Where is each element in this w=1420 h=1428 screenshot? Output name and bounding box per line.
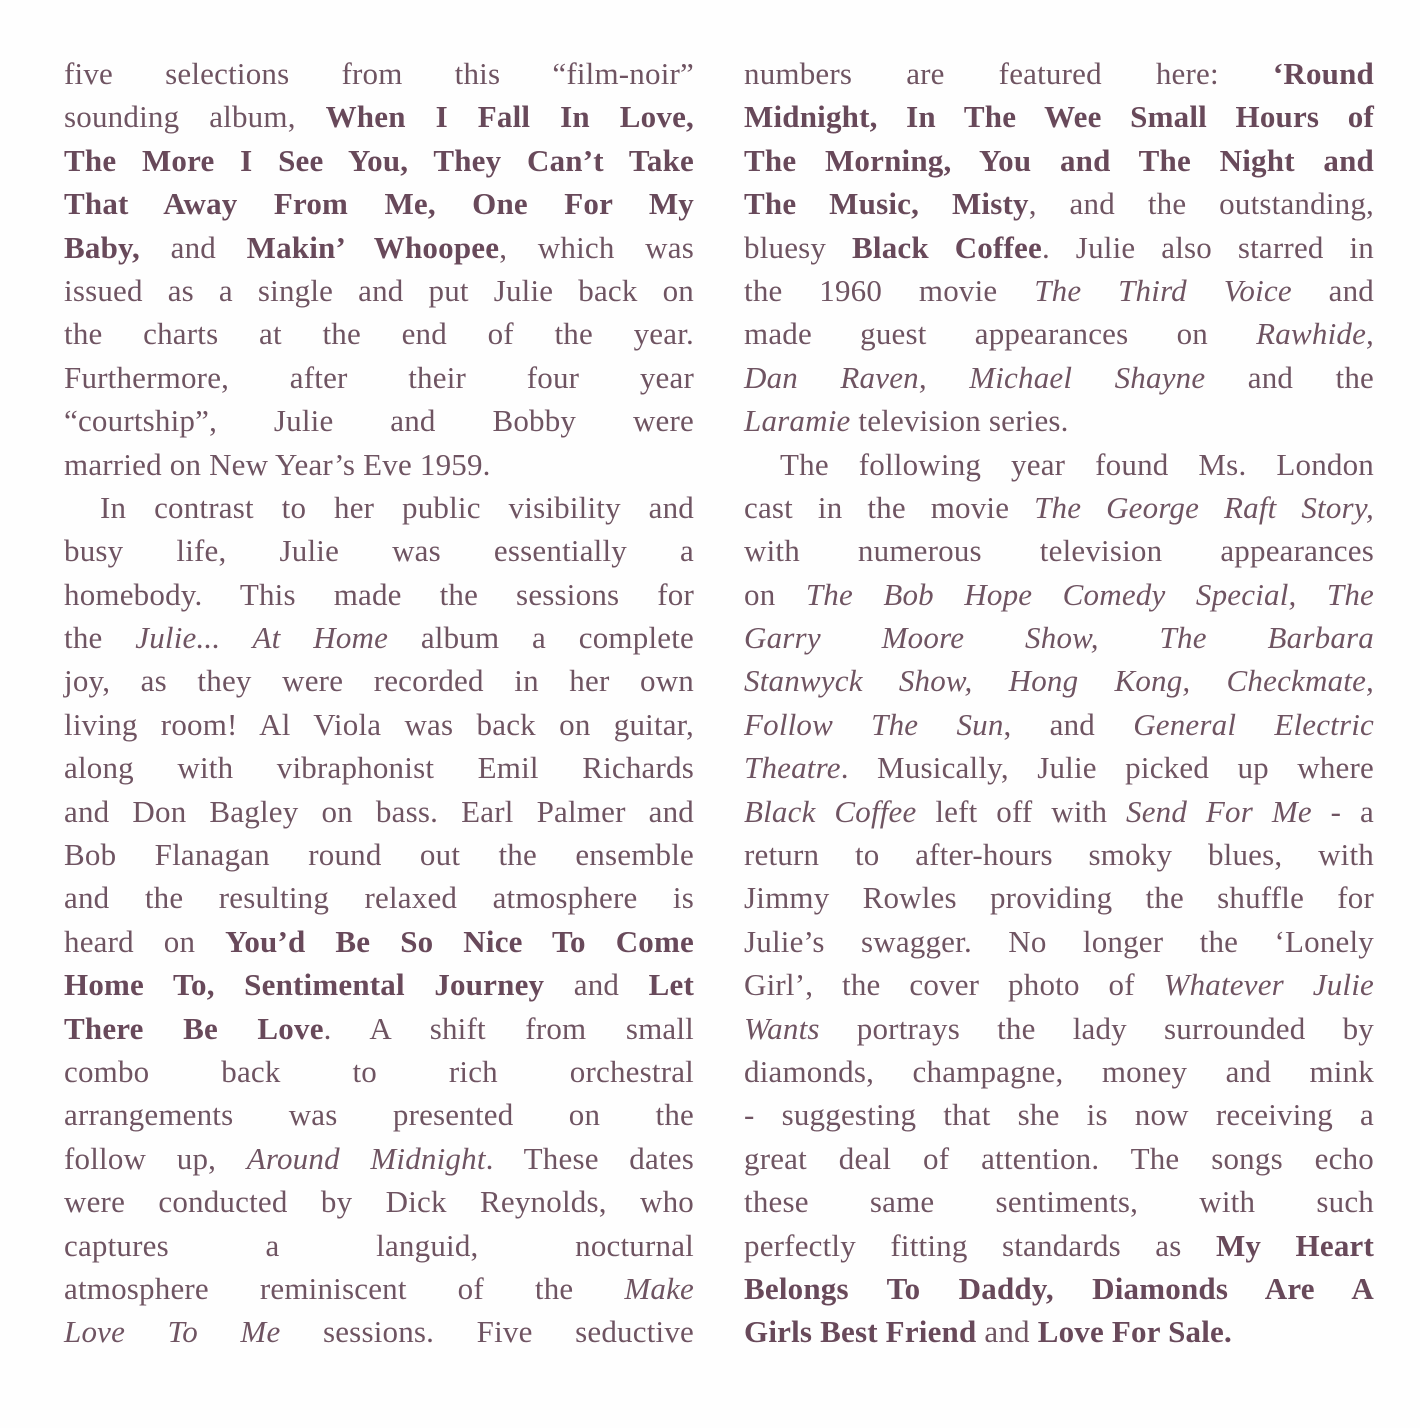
body-text: the 1960 movie — [744, 272, 1035, 308]
work-title: Laramie — [744, 403, 851, 439]
song-title: The Morning, You and The Night and — [744, 142, 1374, 178]
text-line — [744, 659, 1374, 702]
text-line — [64, 443, 694, 486]
work-title: Whatever Julie — [1163, 967, 1374, 1003]
song-title: The Music, Misty — [744, 186, 1029, 222]
text-line — [64, 963, 694, 1006]
text-line — [64, 52, 694, 95]
song-title: When I Fall In Love, — [325, 99, 694, 135]
text-line — [744, 486, 1374, 529]
body-text: arrangements was presented on the — [64, 1097, 694, 1133]
body-text: busy life, Julie was essentially a — [64, 533, 694, 569]
body-text: , which was — [499, 229, 694, 265]
song-title: Belongs To Daddy, Diamonds Are A — [744, 1270, 1374, 1306]
text-line — [744, 226, 1374, 269]
body-text: along with vibraphonist Emil Richards — [64, 750, 694, 786]
work-title: Wants — [744, 1010, 820, 1046]
work-title: Send For Me - — [1126, 793, 1342, 829]
work-title: Julie... At Home — [135, 620, 389, 656]
text-line — [744, 312, 1374, 355]
text-line — [744, 876, 1374, 919]
text-line — [744, 269, 1374, 312]
body-text: issued as a single and put Julie back on — [64, 272, 694, 308]
body-text: were conducted by Dick Reynolds, who — [64, 1184, 694, 1220]
text-line — [744, 616, 1374, 659]
text-line — [64, 1180, 694, 1223]
work-title: Stanwyck Show, Hong Kong, Checkmate, — [744, 663, 1374, 699]
text-line — [64, 1050, 694, 1093]
body-text: sessions. Five seductive — [280, 1314, 694, 1350]
text-line — [64, 703, 694, 746]
text-line — [744, 356, 1374, 399]
text-line — [744, 95, 1374, 138]
text-line — [64, 920, 694, 963]
text-line — [64, 399, 694, 442]
text-line — [64, 573, 694, 616]
text-line — [744, 573, 1374, 616]
body-text: and — [976, 1314, 1038, 1350]
body-text: - suggesting that she is now receiving a — [744, 1097, 1374, 1133]
body-text: Girl’, the cover photo of — [744, 967, 1164, 1003]
body-text: joy, as they were recorded in her own — [64, 663, 694, 699]
text-line — [744, 703, 1374, 746]
body-text: perfectly fitting standards as — [744, 1227, 1216, 1263]
text-line — [744, 1180, 1374, 1223]
body-text: numbers are featured here: — [744, 56, 1273, 91]
song-title: ‘Round — [1272, 56, 1374, 91]
body-text: and the — [1205, 359, 1374, 395]
body-text: television series. — [850, 403, 1069, 439]
body-text: cast in the movie — [744, 489, 1035, 525]
body-text: left off with — [916, 793, 1127, 829]
body-text: five selections from this “film-noir” — [64, 56, 694, 91]
text-line — [64, 182, 694, 225]
text-line — [64, 876, 694, 919]
text-line — [64, 1224, 694, 1267]
body-text: Jimmy Rowles providing the shuffle for — [744, 880, 1374, 916]
text-line — [64, 659, 694, 702]
text-line — [744, 529, 1374, 572]
body-text: and — [1291, 272, 1374, 308]
text-line — [64, 226, 694, 269]
text-line — [64, 356, 694, 399]
text-line — [64, 529, 694, 572]
song-title: Girls Best Friend — [744, 1314, 977, 1350]
work-title: Love To Me — [64, 1314, 281, 1350]
song-title: Home To, Sentimental Journey — [64, 967, 545, 1003]
body-text: In contrast to her public visibility and — [100, 489, 694, 525]
work-title: The Bob Hope Comedy Special, The — [805, 576, 1374, 612]
song-title: My Heart — [1215, 1227, 1374, 1263]
body-text: great deal of attention. The songs echo — [744, 1140, 1374, 1176]
body-text: Julie’s swagger. No longer the ‘Lonely — [744, 923, 1374, 959]
left-column — [64, 52, 694, 1354]
song-title: Black Coffee — [852, 229, 1042, 265]
text-line — [744, 746, 1374, 789]
body-text: combo back to rich orchestral — [64, 1053, 694, 1089]
body-text: . These dates — [485, 1140, 694, 1176]
text-line — [64, 139, 694, 182]
text-line — [64, 1137, 694, 1180]
body-text: sounding album, — [64, 99, 326, 135]
body-text: heard on — [64, 923, 226, 959]
body-text: . A shift from small — [323, 1010, 694, 1046]
text-line — [64, 486, 694, 529]
text-line — [744, 963, 1374, 1006]
body-text: and the resulting relaxed atmosphere is — [64, 880, 694, 916]
text-line — [744, 52, 1374, 95]
text-line — [744, 399, 1374, 442]
body-text: bluesy — [744, 229, 853, 265]
song-title: Midnight, In The Wee Small Hours of — [744, 99, 1374, 135]
song-title: You’d Be So Nice To Come — [225, 923, 694, 959]
song-title: There Be Love — [64, 1010, 324, 1046]
body-text: return to after-hours smoky blues, with — [744, 837, 1374, 873]
work-title: Dan Raven, Michael Shayne — [744, 359, 1206, 395]
work-title: The George Raft Story, — [1034, 489, 1375, 525]
text-line — [744, 1310, 1374, 1353]
work-title: General Electric — [1133, 706, 1374, 742]
body-text: married on New Year’s Eve 1959. — [64, 446, 491, 482]
body-text: living room! Al Viola was back on guitar, — [64, 706, 694, 742]
body-text: , and the outstanding, — [1028, 186, 1374, 222]
text-line — [64, 1007, 694, 1050]
text-line — [64, 790, 694, 833]
text-line — [744, 1093, 1374, 1136]
work-title: Follow The Sun — [744, 706, 1004, 742]
song-title: Baby, — [64, 229, 140, 265]
work-title: Make — [624, 1270, 694, 1306]
text-line — [744, 790, 1374, 833]
work-title: Rawhide, — [1256, 316, 1374, 352]
body-text: “courtship”, Julie and Bobby were — [64, 403, 694, 439]
body-text: the — [64, 620, 136, 656]
work-title: Around Midnight — [246, 1140, 486, 1176]
body-text: and Don Bagley on bass. Earl Palmer and — [64, 793, 694, 829]
body-text: on — [744, 576, 806, 612]
song-title: That Away From Me, One For My — [64, 186, 694, 222]
body-text: made guest appearances on — [744, 316, 1257, 352]
body-text: the charts at the end of the year. — [64, 316, 694, 352]
text-line — [744, 1267, 1374, 1310]
work-title: Theatre — [744, 750, 841, 786]
body-text: atmosphere reminiscent of the — [64, 1270, 625, 1306]
text-line — [744, 443, 1374, 486]
work-title: The Third Voice — [1034, 272, 1292, 308]
text-line — [744, 139, 1374, 182]
body-text: album a complete — [388, 620, 694, 656]
body-text: , and — [1003, 706, 1134, 742]
text-line — [64, 1093, 694, 1136]
body-text: a — [1341, 793, 1374, 829]
text-line — [744, 182, 1374, 225]
body-text: and — [544, 967, 649, 1003]
body-text: diamonds, champagne, money and mink — [744, 1053, 1374, 1089]
text-line — [64, 746, 694, 789]
body-text: and — [139, 229, 247, 265]
text-line — [744, 1224, 1374, 1267]
song-title: Love For Sale. — [1037, 1314, 1232, 1350]
body-text: these same sentiments, with such — [744, 1184, 1374, 1220]
body-text: follow up, — [64, 1140, 247, 1176]
song-title: The More I See You, They Can’t Take — [64, 142, 694, 178]
text-line — [744, 1007, 1374, 1050]
text-line — [744, 920, 1374, 963]
work-title: Garry Moore Show, The Barbara — [744, 620, 1374, 656]
body-text: portrays the lady surrounded by — [819, 1010, 1374, 1046]
body-text: The following year found Ms. London — [780, 446, 1374, 482]
body-text: captures a languid, nocturnal — [64, 1227, 694, 1263]
work-title: Black Coffee — [744, 793, 917, 829]
body-text: . Musically, Julie picked up where — [840, 750, 1374, 786]
text-line — [64, 312, 694, 355]
text-line — [64, 95, 694, 138]
text-line — [744, 833, 1374, 876]
text-line — [744, 1050, 1374, 1093]
body-text: . Julie also starred in — [1041, 229, 1374, 265]
body-text: Bob Flanagan round out the ensemble — [64, 837, 694, 873]
right-column — [744, 52, 1374, 1354]
song-title: Let — [648, 967, 695, 1003]
body-text: Furthermore, after their four year — [64, 359, 694, 395]
body-text: with numerous television appearances — [744, 533, 1374, 569]
text-line — [744, 1137, 1374, 1180]
text-line — [64, 833, 694, 876]
body-text: homebody. This made the sessions for — [64, 576, 694, 612]
song-title: Makin’ Whoopee — [246, 229, 500, 265]
text-line — [64, 616, 694, 659]
text-line — [64, 1267, 694, 1310]
text-line — [64, 1310, 694, 1353]
text-line — [64, 269, 694, 312]
